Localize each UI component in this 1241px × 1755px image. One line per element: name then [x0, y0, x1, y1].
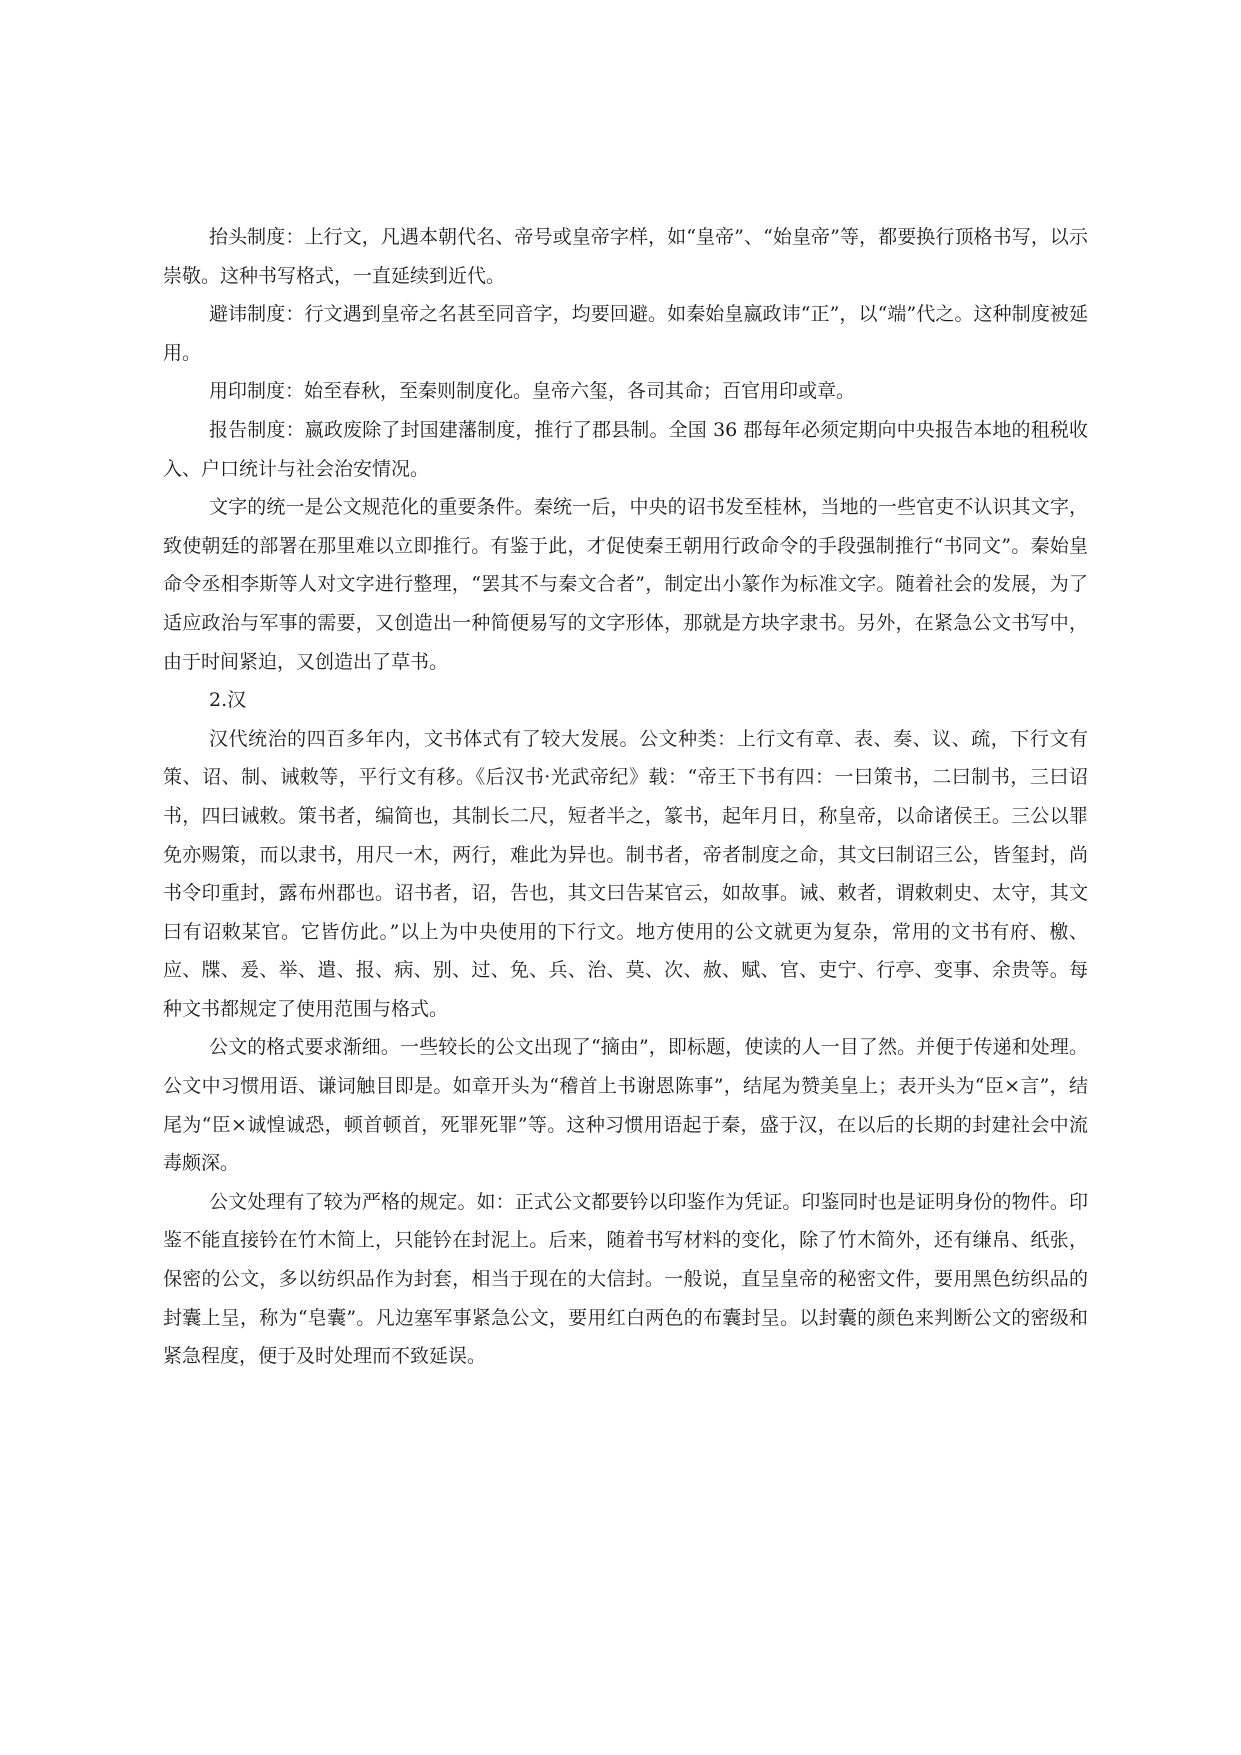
- paragraph-wenzi: 文字的统一是公文规范化的重要条件。秦统一后，中央的诏书发至桂林，当地的一些官吏不认识其文字，致使朝廷的部署在那里难以立即推行。有鉴于此，才促使秦王朝用行政命令的手段强制推行“书同文”。秦始皇命令丞相李斯等人对文字进行整理，“罢其不与秦文合者”，制定出小篆作为标准文字。随着社会的发展，为了适应政治与军事的需要，又创造出一种简便易写的文字形体，那就是方块字隶书。另外，在紧急公文书写中，由于时间紧迫，又创造出了草书。: [163, 496, 1088, 673]
- section-heading-han: 2.汉: [209, 689, 247, 712]
- paragraph-taitou: 抬头制度：上行文，凡遇本朝代名、帝号或皇帝字样，如“皇帝”、“始皇帝”等，都要换行顶格书写，以示崇敬。这种书写格式，一直延续到近代。: [163, 226, 1088, 287]
- paragraph-han-wenshu: 汉代统治的四百多年内，文书体式有了较大发展。公文种类：上行文有章、表、奏、议、疏，下行文有策、诏、制、诫敕等，平行文有移。《后汉书·光武帝纪》载：“帝王下书有四：一曰策书，二曰制书，三曰诏书，四曰诫敕。策书者，编简也，其制长二尺，短者半之，篆书，起年月日，称皇帝，以命诸侯王。三公以罪免亦赐策，而以隶书，用尺一木，两行，难此为异也。制书者，帝者制度之命，其文曰制诏三公，皆玺封，尚书令印重封，露布州郡也。诏书者，诏，告也，其文曰告某官云，如故事。诫、敕者，谓敕刺史、太守，其文曰有诏敕某官。它皆仿此。”以上为中央使用的下行文。地方使用的公文就更为复杂，常用的文书有府、檄、应、牒、爰、举、遣、报、病、别、过、免、兵、治、莫、次、赦、赋、官、吏宁、行亭、变事、余贵等。每种文书都规定了使用范围与格式。: [163, 727, 1088, 1020]
- paragraph-chuli: 公文处理有了较为严格的规定。如：正式公文都要钤以印鉴作为凭证。印鉴同时也是证明身份的物件。印鉴不能直接钤在竹木简上，只能钤在封泥上。后来，随着书写材料的变化，除了竹木简外，还有缣帛、纸张，保密的公文，多以纺织品作为封套，相当于现在的大信封。一般说，直呈皇帝的秘密文件，要用黑色纺织品的封囊上呈，称为“皂囊”。凡边塞军事紧急公文，要用红白两色的布囊封呈。以封囊的颜色来判断公文的密级和紧急程度，便于及时处理而不致延误。: [163, 1190, 1088, 1368]
- paragraph-baogao: 报告制度：嬴政废除了封国建藩制度，推行了郡县制。全国 36 郡每年必须定期向中央报告本地的租税收入、户口统计与社会治安情况。: [163, 418, 1088, 480]
- paragraph-bihui: 避讳制度：行文遇到皇帝之名甚至同音字，均要回避。如秦始皇嬴政讳“正”，以“端”代之。这种制度被延用。: [163, 303, 1088, 364]
- document-page: [163, 218, 1088, 1376]
- paragraph-geshi: 公文的格式要求渐细。一些较长的公文出现了“摘由”，即标题，使读的人一目了然。并便于传递和处理。公文中习惯用语、谦词触目即是。如章开头为“稽首上书谢恩陈事”，结尾为赞美皇上；表开头为“臣×言”，结尾为“臣×诚惶诚恐，顿首顿首，死罪死罪”等。这种习惯用语起于秦，盛于汉，在以后的长期的封建社会中流毒颇深。: [163, 1036, 1088, 1175]
- paragraph-yongyin: 用印制度：始至春秋，至秦则制度化。皇帝六玺，各司其命；百官用印或章。: [209, 380, 856, 403]
